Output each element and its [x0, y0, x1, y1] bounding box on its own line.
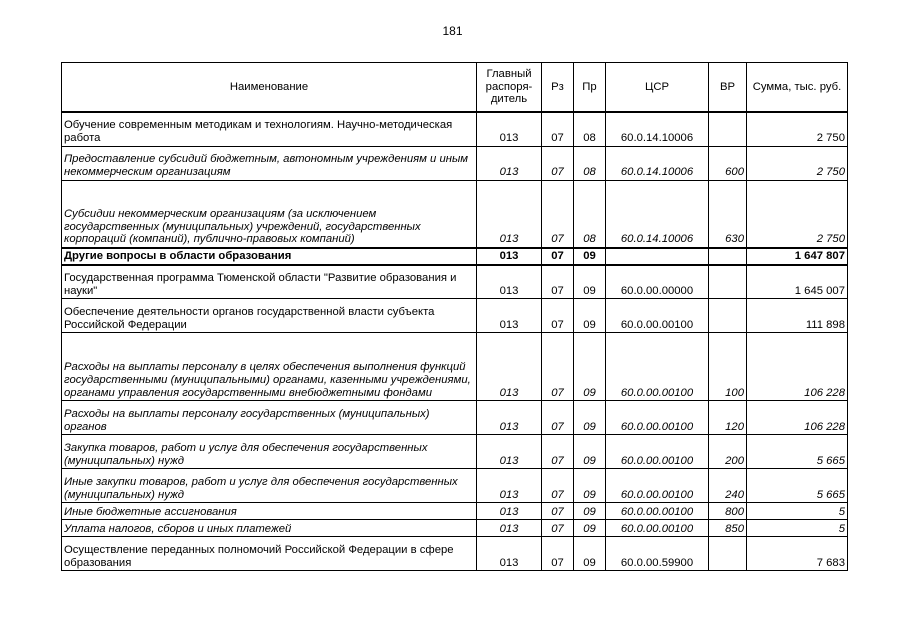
cell-chief-manager: 013: [477, 520, 542, 537]
cell-subsection: 09: [574, 401, 606, 435]
header-expense-type: ВР: [709, 63, 747, 113]
cell-expense-type: 630: [709, 180, 747, 248]
cell-subsection: 09: [574, 333, 606, 401]
cell-subsection: 09: [574, 537, 606, 571]
cell-chief-manager: 013: [477, 333, 542, 401]
cell-expense-type: 800: [709, 503, 747, 520]
table-row: [62, 248, 848, 265]
cell-name: Осуществление переданных полномочий Российской Федерации в сфере образования: [62, 537, 477, 571]
cell-name: Расходы на выплаты персоналу в целях обеспечения выполнения функций государственными (муниципальными) органами, казенными учреждениями, органами управления государственными внебюджетными фондами: [62, 333, 477, 401]
cell-subsection: 08: [574, 146, 606, 180]
cell-chief-manager: 013: [477, 180, 542, 248]
cell-name: Предоставление субсидий бюджетным, автономным учреждениям и иным некоммерческим организациям: [62, 146, 477, 180]
cell-section: 07: [542, 112, 574, 146]
cell-sum: 5 665: [747, 469, 848, 503]
cell-section: 07: [542, 146, 574, 180]
cell-chief-manager: 013: [477, 248, 542, 265]
cell-name: Обучение современным методикам и технологиям. Научно-методическая работа: [62, 112, 477, 146]
cell-target-article: 60.0.00.00100: [606, 520, 709, 537]
cell-name: Расходы на выплаты персоналу государственных (муниципальных) органов: [62, 401, 477, 435]
header-name: Наименование: [62, 63, 477, 113]
cell-expense-type: 100: [709, 333, 747, 401]
cell-subsection: 09: [574, 248, 606, 265]
header-chief-manager: Главный распоря- дитель: [477, 63, 542, 113]
cell-subsection: 08: [574, 112, 606, 146]
cell-subsection: 09: [574, 299, 606, 333]
page-number: 181: [442, 24, 463, 38]
cell-sum: 5 665: [747, 435, 848, 469]
cell-section: 07: [542, 180, 574, 248]
table-row: [62, 265, 848, 299]
cell-name: Обеспечение деятельности органов государственной власти субъекта Российской Федерации: [62, 299, 477, 333]
cell-chief-manager: 013: [477, 265, 542, 299]
cell-sum: 2 750: [747, 146, 848, 180]
cell-chief-manager: 013: [477, 503, 542, 520]
cell-chief-manager: 013: [477, 469, 542, 503]
cell-target-article: 60.0.00.00100: [606, 435, 709, 469]
cell-sum: 5: [747, 520, 848, 537]
cell-sum: 2 750: [747, 180, 848, 248]
table-row: [62, 537, 848, 571]
table-row: [62, 503, 848, 520]
cell-expense-type: [709, 248, 747, 265]
cell-target-article: 60.0.00.00100: [606, 503, 709, 520]
budget-table: [61, 62, 848, 571]
cell-chief-manager: 013: [477, 112, 542, 146]
cell-expense-type: 850: [709, 520, 747, 537]
cell-section: 07: [542, 537, 574, 571]
cell-expense-type: 120: [709, 401, 747, 435]
table-row: [62, 146, 848, 180]
cell-expense-type: 200: [709, 435, 747, 469]
table-row: [62, 469, 848, 503]
cell-target-article: 60.0.00.00100: [606, 401, 709, 435]
cell-chief-manager: 013: [477, 537, 542, 571]
cell-section: 07: [542, 503, 574, 520]
cell-chief-manager: 013: [477, 299, 542, 333]
cell-target-article: [606, 248, 709, 265]
cell-target-article: 60.0.14.10006: [606, 180, 709, 248]
table-row: [62, 299, 848, 333]
cell-subsection: 09: [574, 435, 606, 469]
cell-target-article: 60.0.00.00100: [606, 469, 709, 503]
cell-expense-type: 600: [709, 146, 747, 180]
cell-subsection: 08: [574, 180, 606, 248]
cell-name: Уплата налогов, сборов и иных платежей: [62, 520, 477, 537]
cell-target-article: 60.0.00.00100: [606, 333, 709, 401]
cell-name: Закупка товаров, работ и услуг для обеспечения государственных (муниципальных) нужд: [62, 435, 477, 469]
cell-subsection: 09: [574, 503, 606, 520]
table-row: [62, 401, 848, 435]
table-row: [62, 520, 848, 537]
cell-section: 07: [542, 520, 574, 537]
cell-chief-manager: 013: [477, 435, 542, 469]
table-row: [62, 435, 848, 469]
cell-target-article: 60.0.14.10006: [606, 146, 709, 180]
cell-name: Иные бюджетные ассигнования: [62, 503, 477, 520]
cell-subsection: 09: [574, 520, 606, 537]
cell-section: 07: [542, 435, 574, 469]
header-sum: Сумма, тыс. руб.: [747, 63, 848, 113]
cell-sum: 5: [747, 503, 848, 520]
cell-section: 07: [542, 469, 574, 503]
cell-name: Государственная программа Тюменской области "Развитие образования и науки": [62, 265, 477, 299]
table-header-row: [62, 63, 848, 113]
cell-target-article: 60.0.14.10006: [606, 112, 709, 146]
cell-name: Иные закупки товаров, работ и услуг для обеспечения государственных (муниципальных) нужд: [62, 469, 477, 503]
table-row: [62, 112, 848, 146]
table-row: [62, 333, 848, 401]
cell-target-article: 60.0.00.00000: [606, 265, 709, 299]
header-section: Рз: [542, 63, 574, 113]
cell-section: 07: [542, 401, 574, 435]
cell-sum: 111 898: [747, 299, 848, 333]
cell-section: 07: [542, 248, 574, 265]
cell-name: Субсидии некоммерческим организациям (за исключением государственных (муниципальных) учреждений, государственных корпораций (компаний), публично-правовых компаний): [62, 180, 477, 248]
cell-expense-type: [709, 299, 747, 333]
header-target-article: ЦСР: [606, 63, 709, 113]
cell-sum: 106 228: [747, 401, 848, 435]
cell-target-article: 60.0.00.00100: [606, 299, 709, 333]
cell-subsection: 09: [574, 469, 606, 503]
cell-chief-manager: 013: [477, 146, 542, 180]
cell-target-article: 60.0.00.59900: [606, 537, 709, 571]
cell-expense-type: [709, 265, 747, 299]
cell-section: 07: [542, 299, 574, 333]
cell-expense-type: [709, 112, 747, 146]
cell-subsection: 09: [574, 265, 606, 299]
table-body: [62, 112, 848, 571]
cell-sum: 2 750: [747, 112, 848, 146]
cell-name: Другие вопросы в области образования: [62, 248, 477, 265]
cell-sum: 106 228: [747, 333, 848, 401]
cell-section: 07: [542, 265, 574, 299]
table-row: [62, 180, 848, 248]
header-subsection: Пр: [574, 63, 606, 113]
cell-section: 07: [542, 333, 574, 401]
cell-sum: 1 647 807: [747, 248, 848, 265]
cell-expense-type: [709, 537, 747, 571]
cell-sum: 7 683: [747, 537, 848, 571]
cell-sum: 1 645 007: [747, 265, 848, 299]
cell-chief-manager: 013: [477, 401, 542, 435]
cell-expense-type: 240: [709, 469, 747, 503]
